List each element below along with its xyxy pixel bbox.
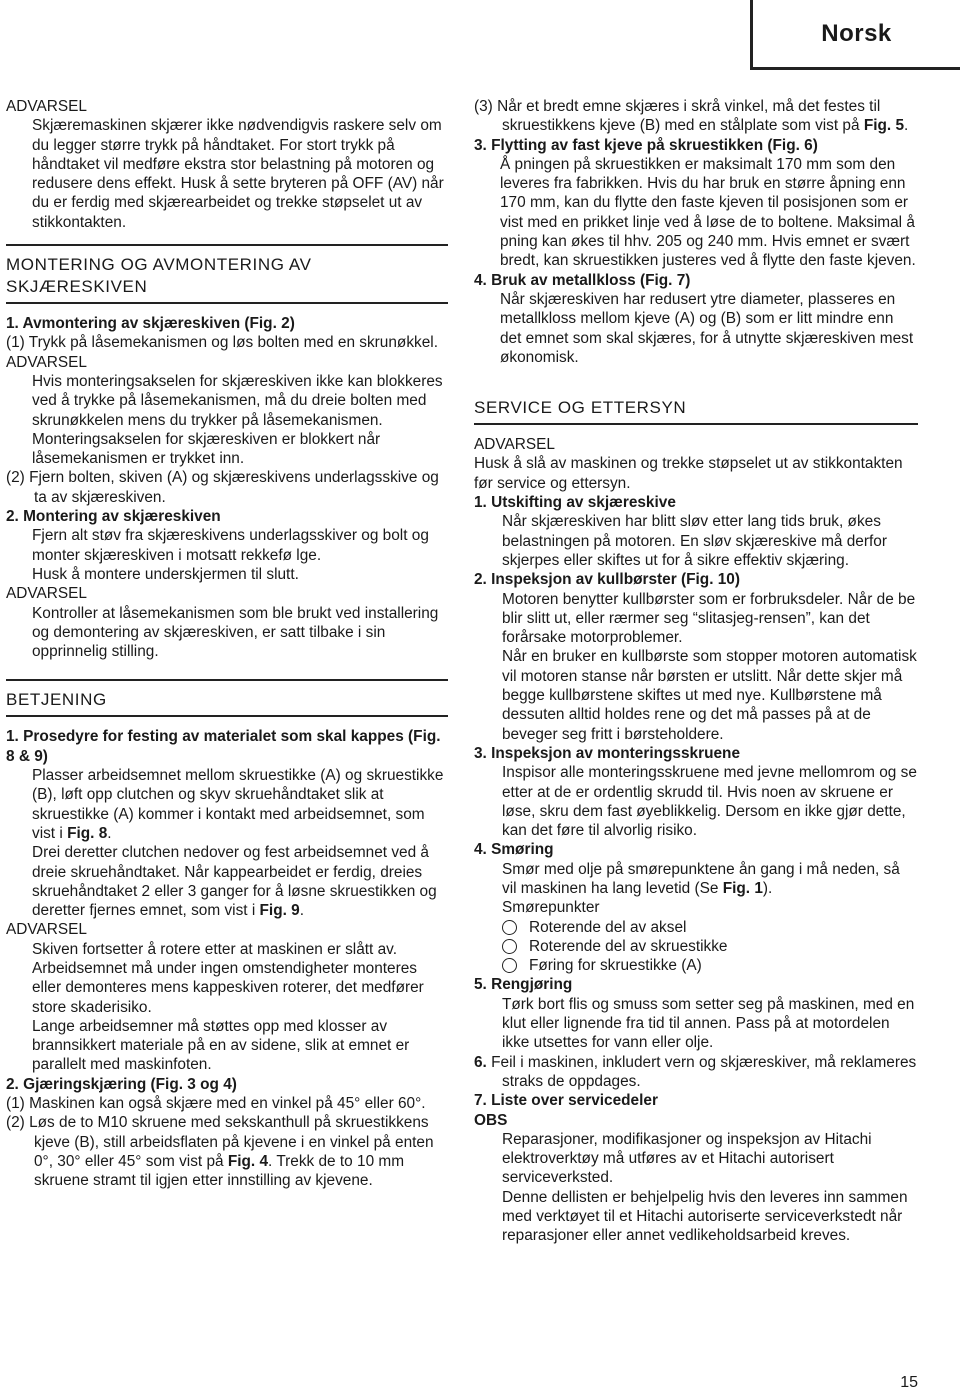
body-text [6,766,448,843]
body-text: Når skjæreskiven har blitt sløv etter lang tids bruk, økes belastningen på motoren. En sløv skjæreskive må derfor skjerpes eller skiftes ut for å sikre effektiv skjæring. [502,513,887,569]
warning-text: Kontroller at låsemekanismen som ble brukt ved installering og demontering av skjæreskiven, er satt tilbake i sin opprinnelig stilling. [32,604,439,661]
body-text: Motoren benytter kullbørster som er forbruksdeler. Når de be blir slitt ut, eller rærmer seg “slitasjeg-rensen”, kan det forårsake motorproblemer. [502,590,916,647]
body-text: Å pningen på skruestikken er maksimalt 170 mm som den leveres fra fabrikken. Hvis du har bruk en større åpning enn 170 mm, kan du flytte den faste kjeven til posisjonen som er vist med en prikket linje ved å løse de to boltene. Maksimal å pning kan økes til hhv. 205 og 240 mm. Hvis emnet er svært bredt, kan skruestikken justeres ved å flytte den faste kjeven. [500,155,916,270]
right-column [474,97,918,1246]
body-text: Husk å montere underskjermen til slutt. [32,565,299,583]
list-item-text: Roterende del av aksel [529,918,687,936]
list-item-text: Føring for skruestikke (A) [529,957,702,975]
note-title: OBS [474,1111,508,1129]
warning-text: Skiven fortsetter å rotere etter at maskinen er slått av. [32,940,397,958]
note-text: Denne dellisten er behjelpelig hvis den leveres inn sammen med verktøyet til et Hitachi autoriserte serviceverkstedt når reparasjoner eller annet vedlikeholdsarbeid kreves. [502,1188,908,1245]
subsection-title: 2. Gjæringskjæring (Fig. 3 og 4) [6,1075,237,1093]
body-text [474,860,918,899]
warning-text: Arbeidsemnet må under ingen omstendigheter monteres eller demonteres mens kappeskiven roterer, det medfører store skaderisiko. [32,959,424,1016]
subsection-title: 5. Rengjøring [474,976,573,994]
section-heading-montering: MONTERING OG AVMONTERING AV SKJÆRESKIVEN [6,244,448,304]
text-run: . [904,117,909,135]
figure-ref: Fig. 5 [863,117,905,135]
section-heading-betjening: BETJENING [6,679,448,717]
body-text: Når skjæreskiven har redusert ytre diameter, plasseres en metallkloss mellom kjeve (A) og (B) som er litt mindre enn det emnet som skal skjæres, for å utnytte skjæreskiven mest økonomisk. [500,290,914,366]
warning-text: Lange arbeidsemner må støttes opp med klosser av brannsikkert materiale på en av sidene, slik at emnet er parallelt med maskinfoten. [32,1017,410,1074]
text-run: Plasser arbeidsemnet mellom skruestikke (A) og skruestikke (B), løft opp clutchen og skyv skruehåndtaket slik at skruestikke (A) kommer i kontakt med arbeidsemnet, som vist i [32,767,444,842]
figure-ref: Fig. 8 [67,824,108,842]
language-label: Norsk [821,19,892,47]
warning-title: ADVARSEL [6,353,87,371]
text-run: (3) Når et bredt emne skjæres i skrå vinkel, må det festes til skruestikkens kjeve (B) med en stålplate som vist på [474,98,881,135]
step-text [474,1053,918,1092]
list-item [474,956,918,975]
text-run: Feil i maskinen, inkludert vern og skjæreskiver, må reklameres straks de oppdages. [491,1053,917,1090]
warning-title: ADVARSEL [474,436,555,454]
subsection-title: 2. Inspeksjon av kullbørster (Fig. 10) [474,571,740,589]
warning-title: ADVARSEL [6,98,87,115]
warning-title: ADVARSEL [6,921,87,939]
body-text: Fjern alt støv fra skjæreskivens underlagsskiver og bolt og monter skjæreskiven i motsatt rekkefø lge. [32,527,429,564]
subsection-title: 4. Bruk av metallkloss (Fig. 7) [474,271,691,289]
language-tab [750,0,960,70]
step-text [474,97,918,136]
body-text: Inspisor alle monteringsskruene med jevne mellomrom og se etter at de er ordentlig skrudd til. Hvis noen av skruene er løse, skru dem fast øyeblikkelig. Dersom en ikke gjør dette, kan det føre til alvorlig risiko. [502,764,917,840]
subsection-title: 1. Utskifting av skjæreskive [474,494,676,512]
subsection-title: 2. Montering av skjæreskiven [6,508,221,526]
subsection-title: 3. Flytting av fast kjeve på skruestikken (Fig. 6) [474,136,818,154]
left-column [6,97,448,1191]
circle-bullet-icon [502,958,517,973]
text-run: (2) Løs de to M10 skruene med sekskanthull på skruestikkens kjeve (B), still arbeidsflaten på kjevene i en vinkel på enten 0°, 30° eller 45° som vist på [6,1114,434,1170]
figure-ref: Fig. 4 [227,1152,269,1170]
step-number: 6. [474,1053,487,1071]
step-text: (1) Maskinen kan også skjære med en vinkel på 45° eller 60°. [6,1095,426,1113]
warning-title: ADVARSEL [6,585,87,603]
list-label: Smørepunkter [502,899,600,917]
circle-bullet-icon [502,939,517,954]
subsection-title: 4. Smøring [474,841,554,859]
figure-ref: Fig. 9 [259,902,300,920]
body-text: Tørk bort flis og smuss som setter seg på maskinen, med en klut eller lignende fra tid til annen. Pass på at motordelen ikke utsettes for vann eller olje. [502,995,915,1052]
list-item [474,937,918,956]
text-run: Smør med olje på smørepunktene ån gang i må neden, så vil maskinen ha lang levetid (Se [502,860,900,897]
text-run: Drei deretter clutchen nedover og fest arbeidsemnet ved å dreie skruehåndtaket. Når kappearbeidet er ferdig, dreies skruehåndtaket 2 eller 3 ganger for å løsne skruestikken og deretter fjernes emnet, som vist i [32,844,437,920]
step-text: (1) Trykk på låsemekanismen og løs bolten med en skrunøkkel. [6,334,438,352]
text-run: . Trekk de to 10 mm skruene stramt til igjen etter innstilling av kjevene. [34,1152,405,1190]
step-text: (2) Fjern bolten, skiven (A) og skjæreskivens underlagsskive og ta av skjæreskiven. [6,469,439,506]
note-text: Reparasjoner, modifikasjoner og inspeksjon av Hitachi elektroverktøy må utføres av et Hitachi autorisert serviceverksted. [502,1130,872,1187]
section-heading-service: SERVICE OG ETTERSYN [474,389,918,425]
circle-bullet-icon [502,920,517,935]
warning-text: Hvis monteringsakselen for skjæreskiven ikke kan blokkeres ved å trykke på låsemekanismen, må du dreie bolten med skrunøkkelen mens du trykker på låsemekanismen. Monteringsakselen for skjæreskiven er blokkert når låsemekanismen er trykket inn. [32,372,443,468]
body-text [6,843,448,920]
step-text [6,1113,448,1190]
subsection-title: 3. Inspeksjon av monteringsskruene [474,744,741,762]
warning-text: Husk å slå av maskinen og trekke støpselet ut av stikkontakten før service og ettersyn. [474,455,903,492]
text-run: ). [762,879,773,897]
subsection-title: 7. Liste over servicedeler [474,1092,658,1110]
subsection-title: 1. Avmontering av skjæreskiven (Fig. 2) [6,315,295,333]
page-number: 15 [900,1374,918,1391]
text-run: . [299,902,305,920]
text-run: . [107,824,112,842]
list-item-text: Roterende del av skruestikke [529,937,728,955]
warning-text: Skjæremaskinen skjærer ikke nødvendigvis raskere selv om du legger større trykk på håndtaket. For stort trykk på håndtaket vil medføre ekstra stor belastning på motoren og redusere dens effekt. Husk å sette bryteren på OFF (AV) når du er ferdig med skjærearbeidet og trekke støpselet ut av stikkontakten. [32,117,444,231]
body-text: Når en bruker en kullbørste som stopper motoren automatisk vil motoren stanse når børsten er utslitt. Når dette skjer må begge kullbørstene skiftes ut med nye. Kullbørstene må dessuten alltid holdes rene og det må passes på at de beveger seg fritt i børsteholdere. [502,648,917,743]
list-item [474,918,918,937]
subsection-title: 1. Prosedyre for festing av materialet som skal kappes (Fig. 8 & 9) [6,728,441,765]
figure-ref: Fig. 1 [722,879,763,897]
